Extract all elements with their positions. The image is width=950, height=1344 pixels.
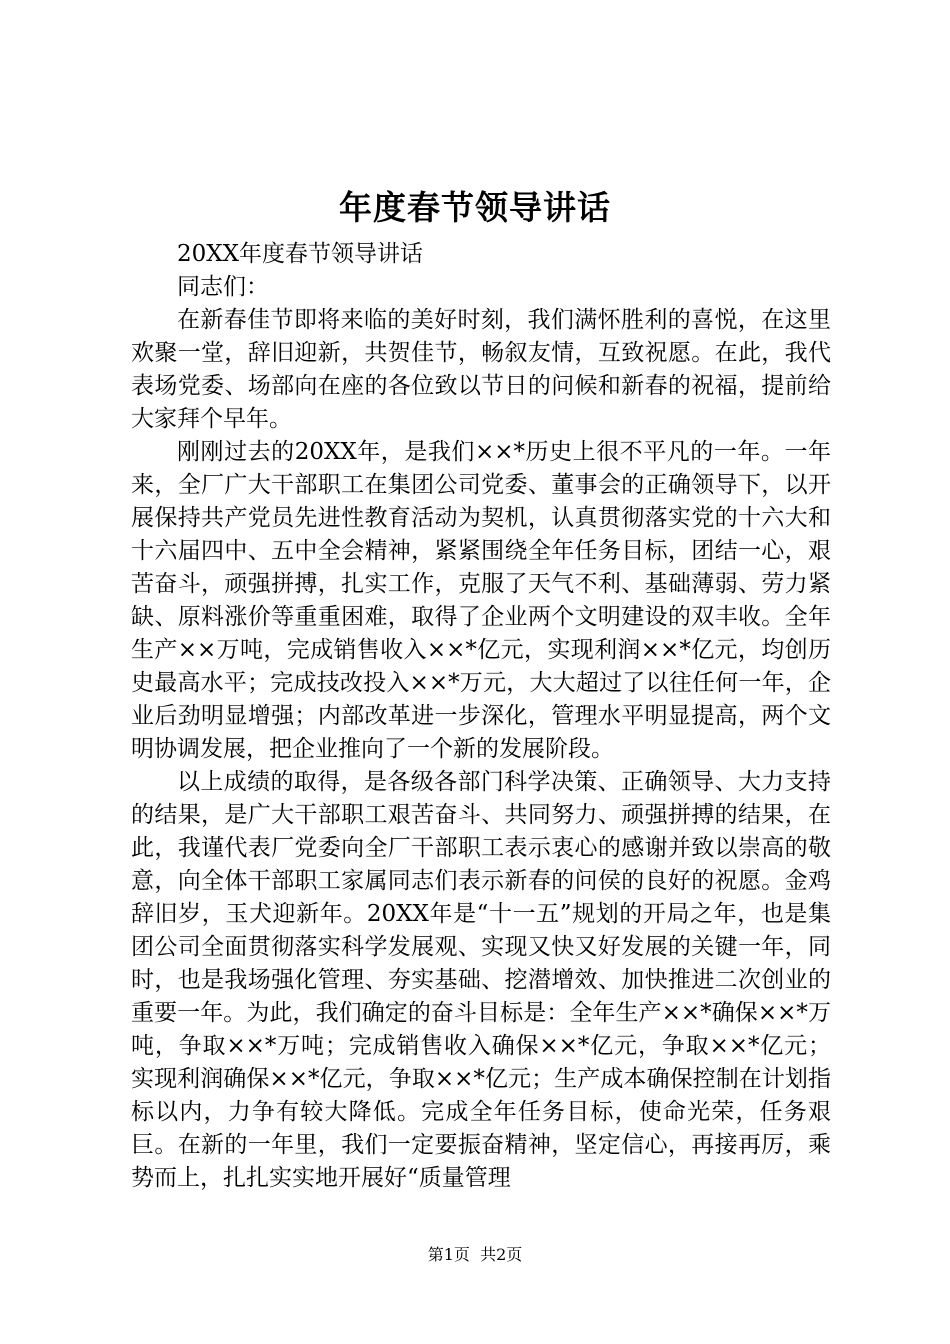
document-body <box>131 238 831 1195</box>
page-number: 第1页 共2页 <box>427 1245 523 1264</box>
paragraph-greeting: 在新春佳节即将来临的美好时刻，我们满怀胜利的喜悦，在这里欢聚一堂，辞旧迎新，共贺佳节，畅叙友情，互致祝愿。在此，我代表场党委、场部向在座的各位致以节日的问候和新春的祝福，提前给大家拜个早年。 <box>131 307 831 432</box>
page-footer <box>0 1243 950 1267</box>
paragraph-subtitle: 20XX年度春节领导讲话 <box>177 241 424 267</box>
document-title: 年度春节领导讲话 <box>339 188 611 227</box>
paragraph-salutation: 同志们： <box>177 274 269 300</box>
paragraph-goals: 以上成绩的取得，是各级各部门科学决策、正确领导、大力支持的结果，是广大干部职工艰苦奋斗、共同努力、顽强拼搏的结果，在此，我谨代表厂党委向全厂干部职工表示衷心的感谢并致以崇高的敬意，向全体干部职工家属同志们表示新春的问侯的良好的祝愿。金鸡辞旧岁，玉犬迎新年。20XX年是“十一五”规划的开局之年，也是集团公司全面贯彻落实科学发展观、实现又快又好发展的关键一年，同时，也是我场强化管理、夯实基础、挖潜增效、加快推进二次创业的重要一年。为此，我们确定的奋斗目标是：全年生产××*确保××*万吨，争取××*万吨；完成销售收入确保××*亿元，争取××*亿元；实现利润确保××*亿元，争取××*亿元；生产成本确保控制在计划指标以内，力争有较大降低。完成全年任务目标，使命光荣，任务艰巨。在新的一年里，我们一定要振奋精神，坚定信心，再接再厉，乘势而上，扎扎实实地开展好“质量管理 <box>131 769 831 1191</box>
paragraph-review: 刚刚过去的20XX年，是我们××*历史上很不平凡的一年。一年来，全厂广大干部职工在集团公司党委、董事会的正确领导下，以开展保持共产党员先进性教育活动为契机，认真贯彻落实党的十六大和十六届四中、五中全会精神，紧紧围绕全年任务目标，团结一心，艰苦奋斗，顽强拼搏，扎实工作，克服了天气不利、基础薄弱、劳力紧缺、原料涨价等重重困难，取得了企业两个文明建设的双丰收。全年生产××万吨，完成销售收入××*亿元，实现利润××*亿元，均创历史最高水平；完成技改投入××*万元，大大超过了以往任何一年，企业后劲明显增强；内部改革进一步深化，管理水平明显提高，两个文明协调发展，把企业推向了一个新的发展阶段。 <box>131 439 831 762</box>
